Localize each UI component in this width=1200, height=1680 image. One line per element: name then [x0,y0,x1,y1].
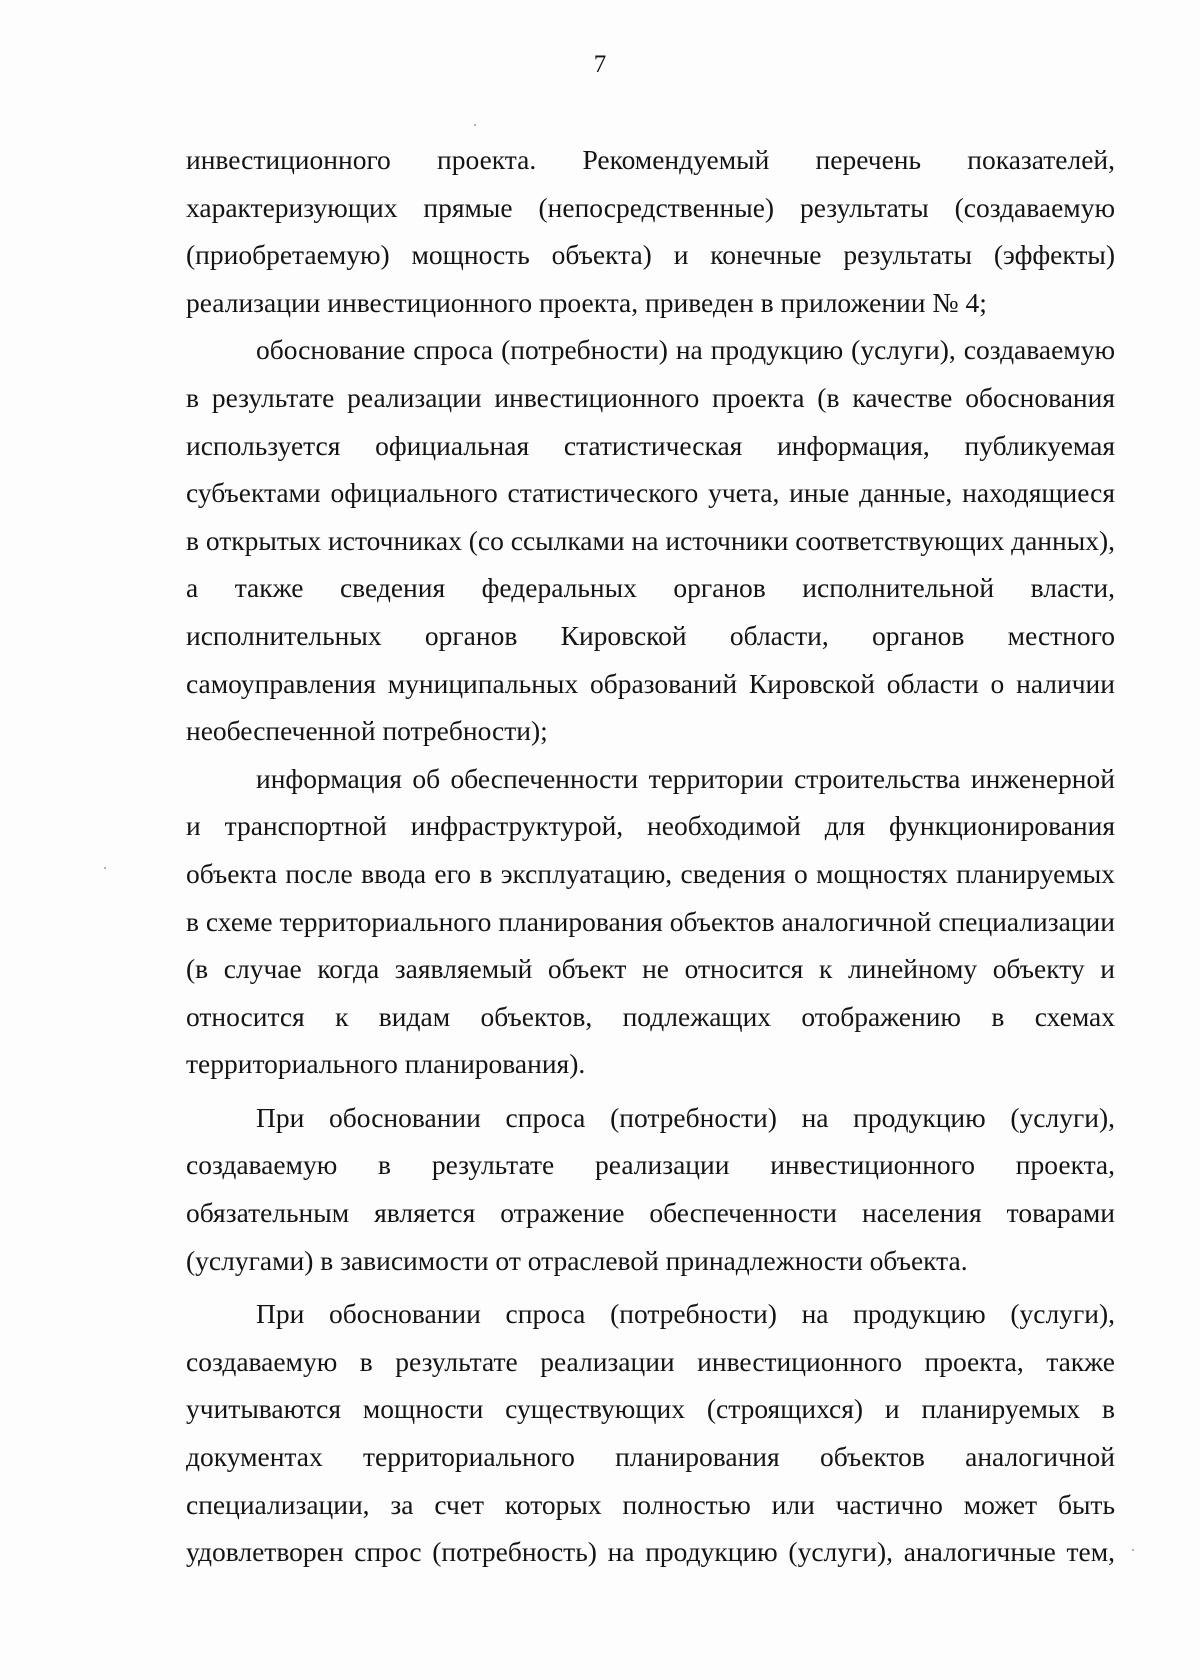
text-line: удовлетворен спрос (потребность) на продукцию (услуги), аналогичные тем, [186,1536,1115,1568]
text-line: документах территориального планирования объектов аналогичной [186,1441,1115,1473]
text-line: создаваемую в результате реализации инвестиционного проекта, также [186,1345,1115,1377]
paragraph [186,1290,1115,1576]
scan-speck [104,867,106,869]
page-number: 7 [593,51,607,78]
text-line: объекта после ввода его в эксплуатацию, сведения о мощностях планируемых [186,857,1115,889]
text-line: исполнительных органов Кировской области, органов местного [186,619,1115,651]
paragraph [186,1094,1115,1284]
text-line: информация об обеспеченности территории строительства инженерной [256,762,1115,794]
text-line: создаваемую в результате реализации инвестиционного проекта, [186,1149,1115,1181]
text-line: территориального планирования). [186,1048,586,1080]
text-line: обоснование спроса (потребности) на продукцию (услуги), создаваемую [256,334,1115,366]
text-line: обязательным является отражение обеспеченности населения товарами [186,1197,1115,1229]
scan-speck [474,124,476,126]
text-line: необеспеченной потребности); [186,715,548,747]
text-line: реализации инвестиционного проекта, приведен в приложении № 4; [186,286,987,318]
text-line: используется официальная статистическая информация, публикуемая [186,429,1115,461]
paragraph [186,755,1115,1088]
text-line: относится к видам объектов, подлежащих отображению в схемах [186,1000,1115,1032]
text-line: а также сведения федеральных органов исполнительной власти, [186,572,1115,604]
text-line: и транспортной инфраструктурой, необходимой для функционирования [186,810,1115,842]
text-line: в открытых источниках (со ссылками на источники соответствующих данных), [186,524,1115,556]
text-line: в схеме территориального планирования объектов аналогичной специализации [186,905,1115,937]
text-line: характеризующих прямые (непосредственные) результаты (создаваемую [186,191,1115,223]
text-line: инвестиционного проекта. Рекомендуемый перечень показателей, [186,144,1115,175]
text-line: (приобретаемую) мощность объекта) и конечные результаты (эффекты) [186,239,1115,271]
paragraph [186,326,1115,754]
text-line: При обосновании спроса (потребности) на продукцию (услуги), [256,1101,1115,1133]
text-line: субъектами официального статистического учета, иные данные, находящиеся [186,477,1115,509]
scan-speck [1132,1549,1134,1551]
text-line: учитываются мощности существующих (строящихся) и планируемых в [186,1393,1115,1425]
body-text [186,136,1115,1576]
text-line: специализации, за счет которых полностью или частично может быть [186,1488,1115,1520]
text-line: самоуправления муниципальных образований Кировской области о наличии [186,667,1115,699]
text-line: (услугами) в зависимости от отраслевой принадлежности объекта. [186,1244,968,1276]
text-line: в результате реализации инвестиционного проекта (в качестве обоснования [186,381,1115,413]
paragraph [186,136,1115,326]
text-line: (в случае когда заявляемый объект не относится к линейному объекту и [186,953,1115,985]
text-line: При обосновании спроса (потребности) на продукцию (услуги), [256,1298,1115,1330]
